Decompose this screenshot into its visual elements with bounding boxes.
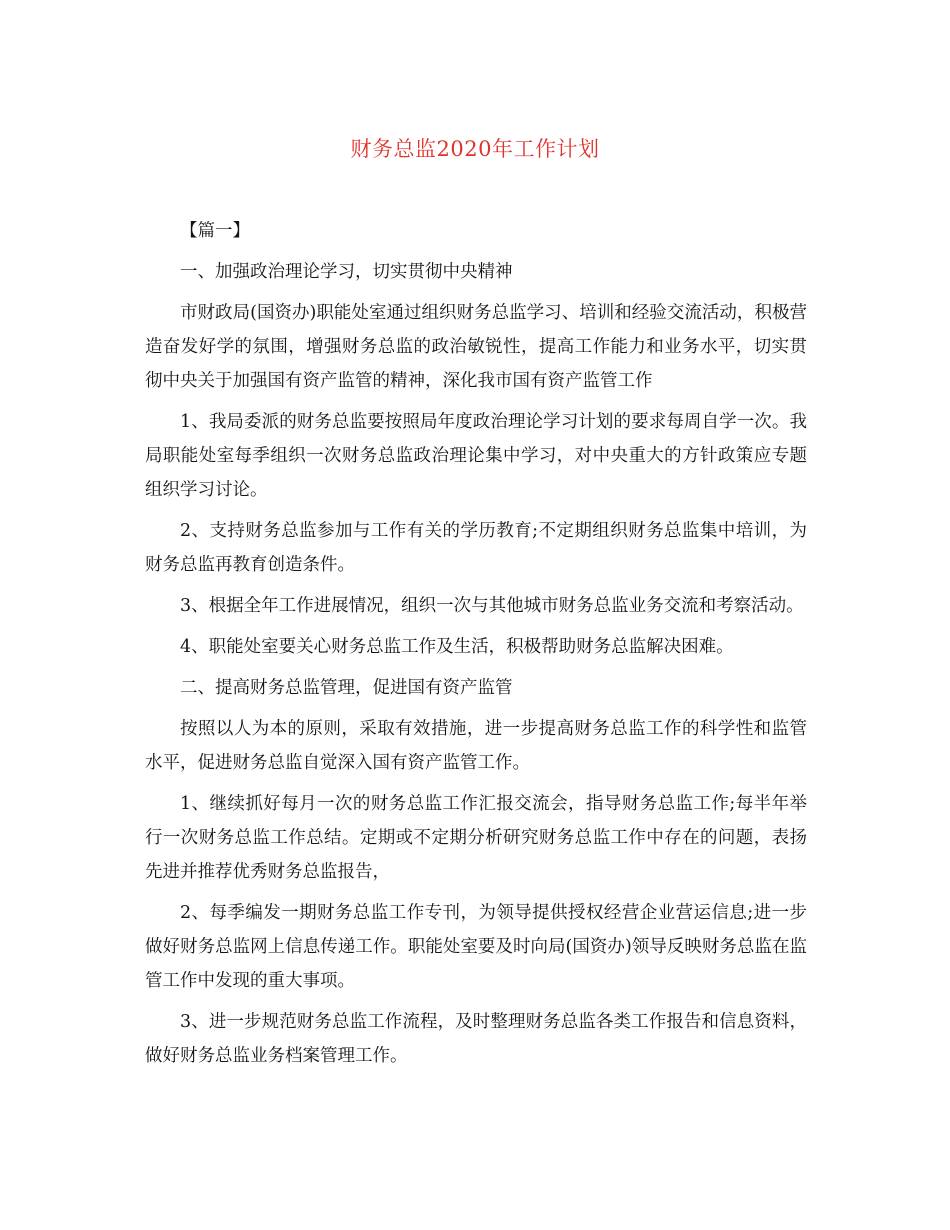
section-label: 【篇一】 xyxy=(180,221,250,241)
paragraph: 1、我局委派的财务总监要按照局年度政治理论学习计划的要求每周自学一次。我局职能处室每季组织一次财务总监政治理论集中学习，对中央重大的方针政策应专题组织学习讨论。 xyxy=(145,412,807,500)
document-title: 财务总监2020年工作计划 xyxy=(350,137,600,161)
paragraph: 1、继续抓好每月一次的财务总监工作汇报交流会，指导财务总监工作;每半年举行一次财务总监工作总结。定期或不定期分析研究财务总监工作中存在的问题，表扬先进并推荐优秀财务总监报告， xyxy=(145,794,807,882)
document-body xyxy=(145,214,807,1080)
paragraph: 市财政局(国资办)职能处室通过组织财务总监学习、培训和经验交流活动，积极营造奋发好学的氛围，增强财务总监的政治敏锐性，提高工作能力和业务水平，切实贯彻中央关于加强国有资产监管的精神，深化我市国有资产监管工作 xyxy=(145,303,807,391)
paragraph: 3、进一步规范财务总监工作流程，及时整理财务总监各类工作报告和信息资料，做好财务总监业务档案管理工作。 xyxy=(145,1012,807,1066)
paragraph: 2、支持财务总监参加与工作有关的学历教育;不定期组织财务总监集中培训，为财务总监再教育创造条件。 xyxy=(145,521,807,575)
section-heading-2: 二、提高财务总监管理，促进国有资产监管 xyxy=(180,678,513,698)
paragraph: 按照以人为本的原则，采取有效措施，进一步提高财务总监工作的科学性和监管水平，促进财务总监自觉深入国有资产监管工作。 xyxy=(145,719,807,773)
section-heading-1: 一、加强政治理论学习，切实贯彻中央精神 xyxy=(180,262,513,282)
paragraph: 2、每季编发一期财务总监工作专刊，为领导提供授权经营企业营运信息;进一步做好财务总监网上信息传递工作。职能处室要及时向局(国资办)领导反映财务总监在监管工作中发现的重大事项。 xyxy=(145,903,807,991)
paragraph: 4、职能处室要关心财务总监工作及生活，积极帮助财务总监解决困难。 xyxy=(180,637,734,657)
paragraph: 3、根据全年工作进展情况，组织一次与其他城市财务总监业务交流和考察活动。 xyxy=(180,596,804,616)
